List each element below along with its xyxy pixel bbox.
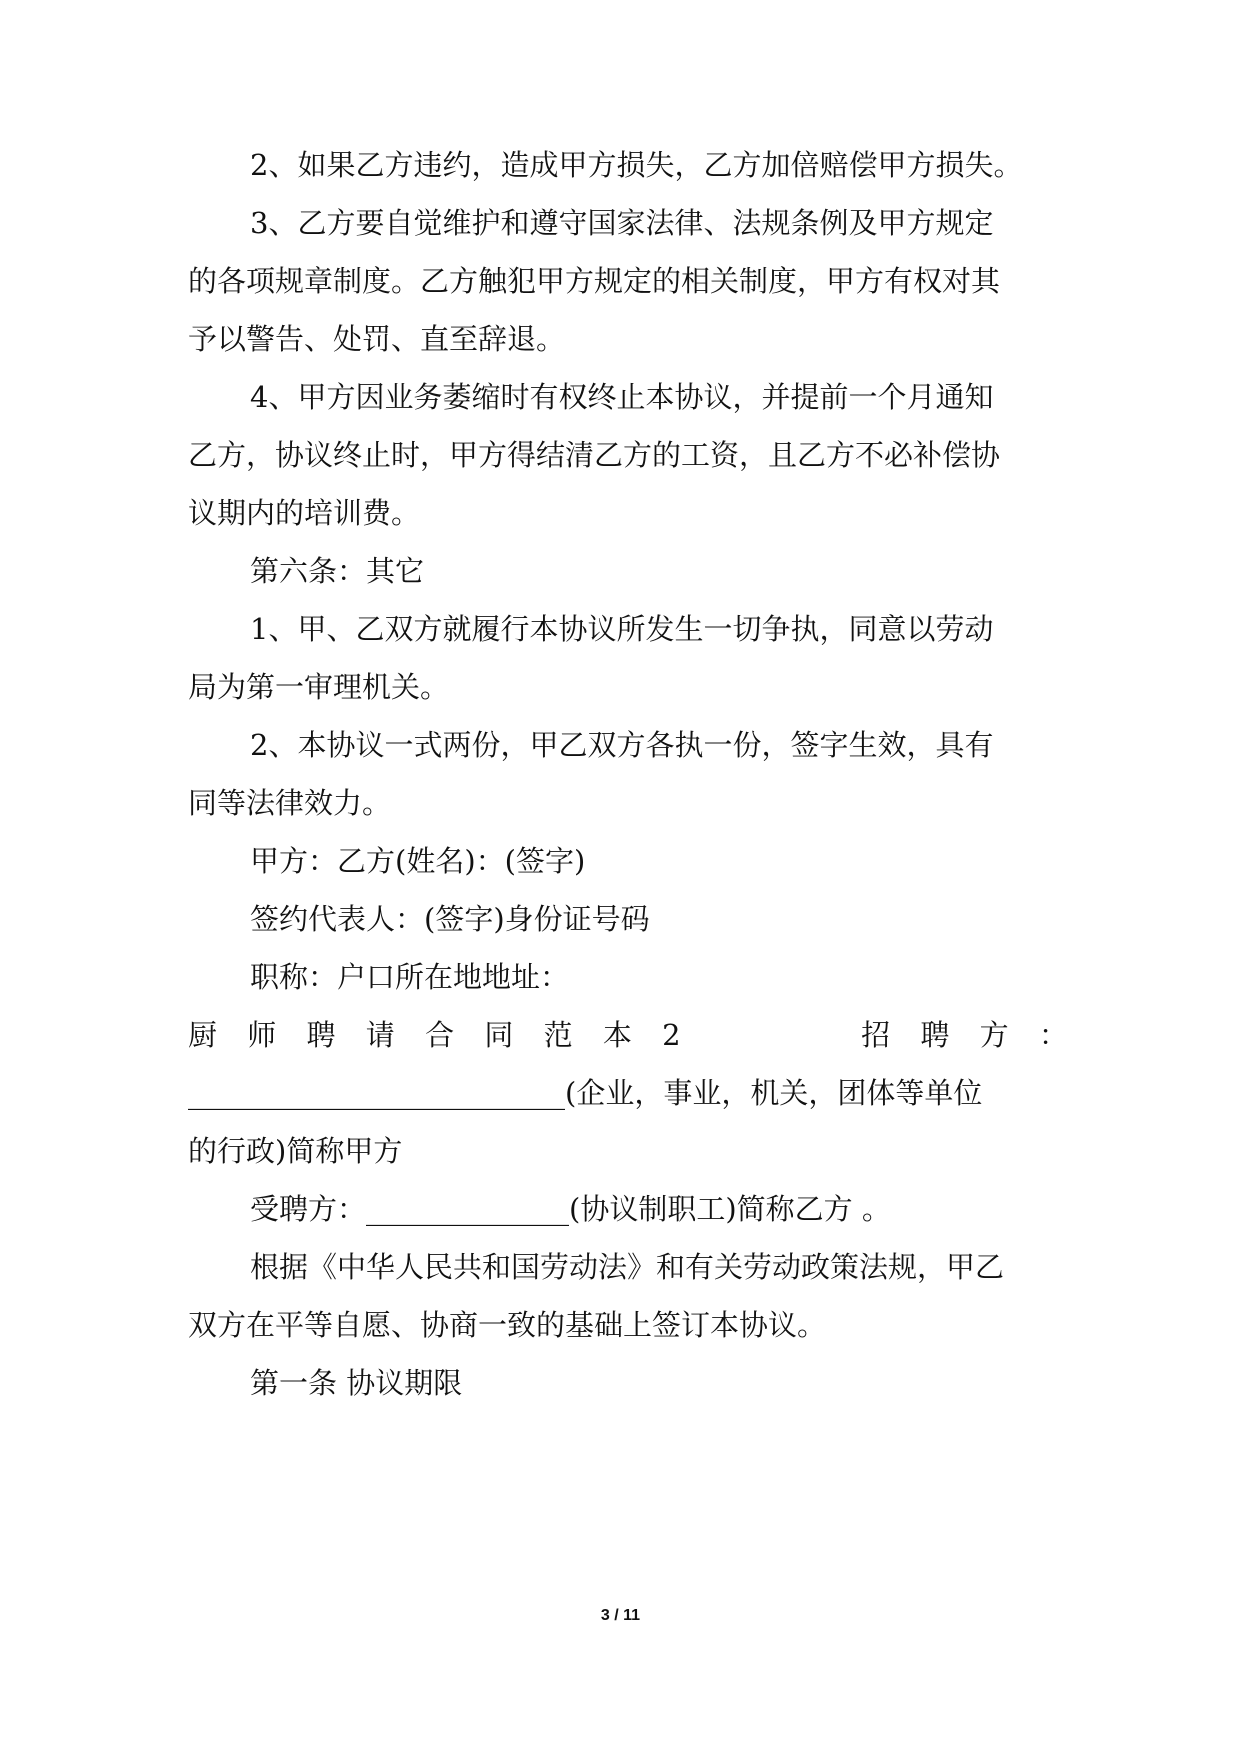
paragraph-line: 2、如果乙方违约，造成甲方损失，乙方加倍赔偿甲方损失。 — [250, 148, 1023, 182]
paragraph-line: 议期内的培训费。 — [188, 496, 421, 530]
title-char: 师 — [247, 1018, 277, 1052]
paragraph-line: 予以警告、处罚、直至辞退。 — [188, 322, 566, 356]
paragraph-line: 1、甲、乙双方就履行本协议所发生一切争执，同意以劳动 — [250, 612, 994, 646]
signature-line: 签约代表人：(签字)身份证号码 — [250, 902, 650, 936]
paragraph-line: 的各项规章制度。乙方触犯甲方规定的相关制度，甲方有权对其 — [188, 264, 1001, 298]
section-heading: 第一条 协议期限 — [250, 1366, 463, 1400]
paragraph-line: 双方在平等自愿、协商一致的基础上签订本协议。 — [188, 1308, 827, 1342]
paragraph-line: 3、乙方要自觉维护和遵守国家法律、法规条例及甲方规定 — [250, 206, 994, 240]
paragraph-line: 4、甲方因业务萎缩时有权终止本协议，并提前一个月通知 — [250, 380, 994, 414]
signature-line: 职称：户口所在地地址： — [250, 960, 570, 994]
contract-title-line — [188, 1015, 1068, 1055]
recruiter-char: 方 — [979, 1018, 1009, 1052]
title-char: 请 — [365, 1018, 395, 1052]
section-heading: 第六条：其它 — [250, 554, 425, 588]
paragraph-line: __________________________(企业，事业，机关，团体等单位 — [188, 1076, 983, 1110]
paragraph-line: 受聘方：______________(协议制职工)简称乙方 。 — [250, 1192, 891, 1226]
title-spacer — [711, 1015, 831, 1055]
paragraph-line: 的行政)简称甲方 — [188, 1134, 403, 1168]
title-char: 本 — [602, 1018, 632, 1052]
paragraph-line: 2、本协议一式两份，甲乙双方各执一份，签字生效，具有 — [250, 728, 994, 762]
title-char: 合 — [425, 1018, 455, 1052]
page-number: 3 / 11 — [600, 1607, 641, 1624]
title-char: 范 — [543, 1018, 573, 1052]
title-char: 厨 — [188, 1018, 218, 1052]
paragraph-line: 根据《中华人民共和国劳动法》和有关劳动政策法规，甲乙 — [250, 1250, 1005, 1284]
recruiter-char: 招 — [861, 1018, 891, 1052]
title-char: 同 — [484, 1018, 514, 1052]
signature-line: 甲方：乙方(姓名)：(签字) — [250, 844, 586, 878]
paragraph-line: 乙方，协议终止时，甲方得结清乙方的工资，且乙方不必补偿协 — [188, 438, 1001, 472]
recruiter-char: ： — [1038, 1018, 1068, 1052]
title-char: 2 — [662, 1018, 681, 1052]
paragraph-line: 局为第一审理机关。 — [188, 670, 450, 704]
paragraph-line: 同等法律效力。 — [188, 786, 392, 820]
recruiter-char: 聘 — [920, 1018, 950, 1052]
title-char: 聘 — [306, 1018, 336, 1052]
